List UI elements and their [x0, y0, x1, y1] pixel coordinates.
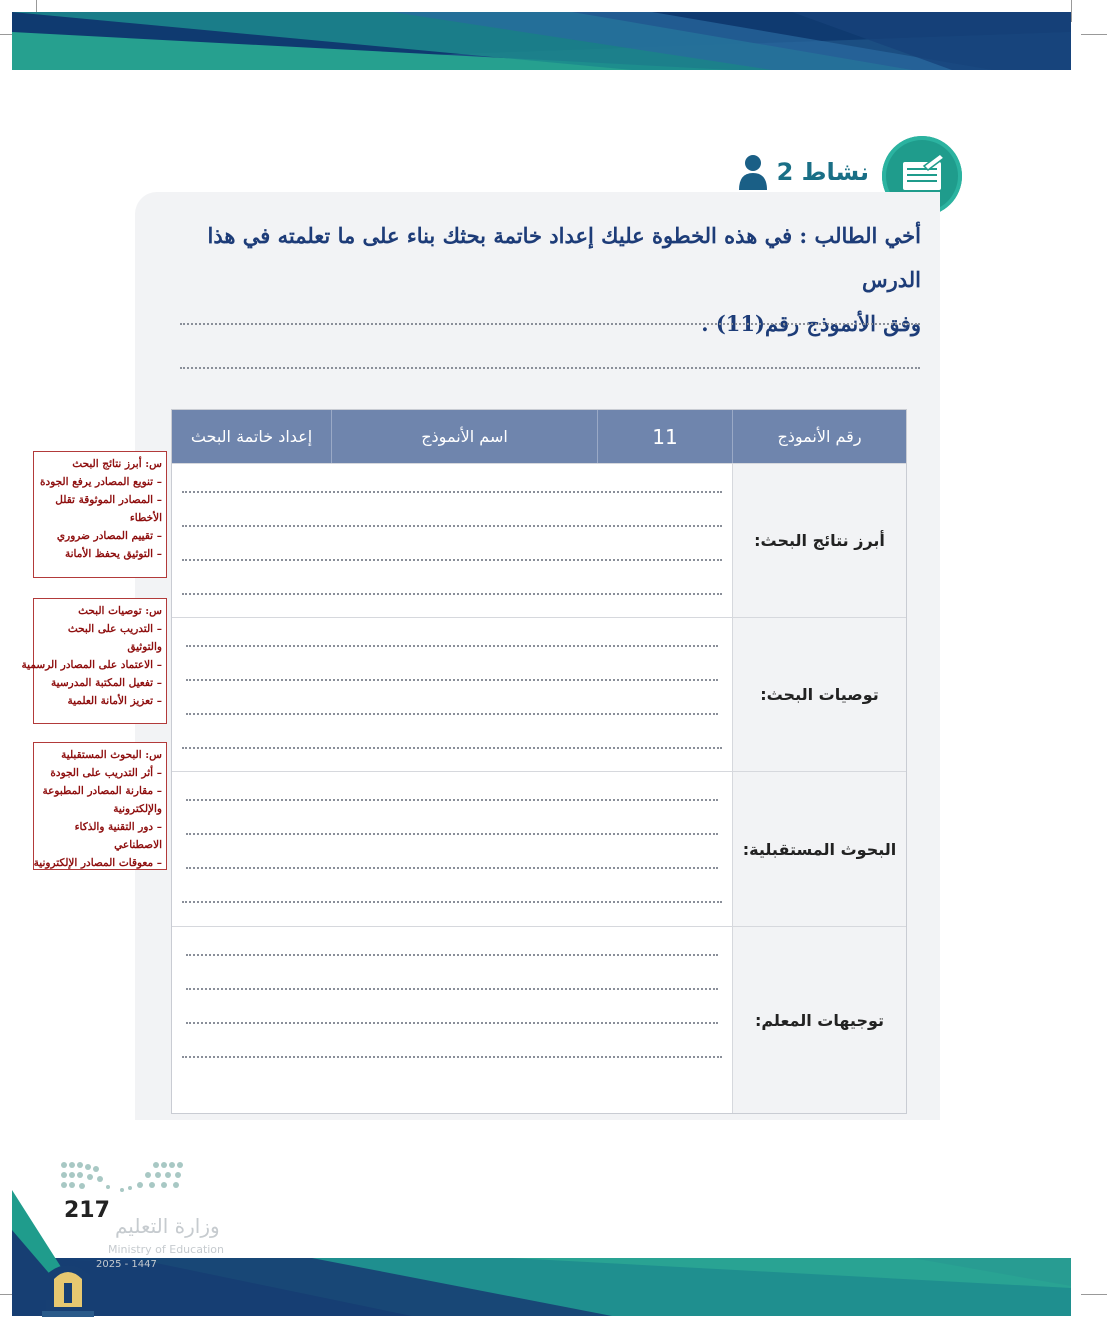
answer-cell-future-research[interactable] — [172, 771, 733, 926]
answer-line[interactable] — [180, 367, 920, 369]
note-line: – تفعيل المكتبة المدرسية — [51, 677, 162, 689]
table-header — [172, 410, 906, 463]
crop-mark — [1081, 34, 1107, 35]
ministry-name-ar: وزارة التعليم — [115, 1214, 220, 1238]
note-line: – التدريب على البحث — [67, 623, 162, 635]
footer-band — [12, 1258, 1071, 1316]
note-line: س: أبرز نتائج البحث — [72, 458, 162, 470]
note-line: والتوثيق — [127, 641, 162, 653]
answer-line — [186, 679, 718, 681]
note-future-research — [33, 742, 167, 870]
answer-line — [182, 747, 722, 749]
note-line: – التوثيق يحفظ الأمانة — [64, 548, 162, 560]
instructions-line-2: وفق الأنموذج رقم(11) . — [701, 311, 921, 336]
note-line: – تعزيز الأمانة العلمية — [67, 695, 162, 707]
note-line: – أثر التدريب على الجودة — [50, 767, 162, 779]
note-line: س: البحوث المستقبلية — [61, 749, 162, 761]
header-model-number-label: رقم الأنموذج — [777, 427, 862, 446]
ministry-name-en: Ministry of Education — [108, 1243, 225, 1256]
note-line: – دور التقنية والذكاء — [74, 821, 162, 833]
note-line: – تقييم المصادر ضروري — [56, 530, 162, 542]
emblem-logo — [40, 1255, 96, 1317]
answer-line — [186, 1022, 718, 1024]
answer-line — [182, 491, 722, 493]
answer-line — [186, 713, 718, 715]
note-line: س: توصيات البحث — [78, 605, 162, 617]
answer-line — [182, 901, 722, 903]
row-label-recommendations: توصيات البحث: — [733, 617, 906, 771]
answer-line — [186, 799, 718, 801]
note-results — [33, 451, 167, 578]
activity-title: نشاط 2 — [776, 158, 869, 186]
edition-year: 2025 - 1447 — [96, 1259, 157, 1270]
answer-line — [186, 833, 718, 835]
note-line: – معوقات المصادر الإلكترونية — [33, 857, 162, 869]
answer-line — [186, 645, 718, 647]
crop-mark — [1071, 0, 1072, 22]
header-model-name-value: إعداد خاتمة البحث — [172, 410, 332, 463]
answer-line — [182, 593, 722, 595]
header-model-number-value: 11 — [598, 410, 733, 463]
note-line: – الاعتماد على المصادر الرسمية — [21, 659, 162, 671]
answer-line[interactable] — [180, 323, 920, 325]
instructions-line-1: أخي الطالب : في هذه الخطوة عليك إعداد خاتمة بحثك بناء على ما تعلمته في هذا الدرس — [207, 223, 921, 292]
row-label-results: أبرز نتائج البحث: — [733, 463, 906, 617]
person-icon — [737, 154, 769, 190]
answer-cell-results[interactable] — [172, 463, 733, 617]
answer-line — [186, 954, 718, 956]
answer-cell-recommendations[interactable] — [172, 617, 733, 771]
note-recommendations — [21, 598, 167, 724]
note-line: – المصادر الموثوقة تقلل — [55, 494, 162, 506]
crop-mark — [1081, 1294, 1107, 1295]
answer-line — [182, 525, 722, 527]
ministry-dots-logo — [60, 1160, 190, 1200]
answer-line — [182, 1056, 722, 1058]
answer-line — [186, 988, 718, 990]
row-label-teacher-guidance: توجيهات المعلم: — [733, 926, 906, 1113]
model-table — [171, 409, 907, 1114]
answer-cell-teacher-guidance[interactable] — [172, 926, 733, 1113]
header-model-name-label: اسم الأنموذج — [332, 410, 598, 463]
answer-line — [182, 559, 722, 561]
note-line: – تنويع المصادر يرفع الجودة — [40, 476, 162, 488]
note-line: الأخطاء — [129, 512, 162, 524]
instructions — [161, 214, 921, 346]
note-line: الاصطناعي — [114, 839, 162, 851]
row-label-future-research: البحوث المستقبلية: — [733, 771, 906, 926]
answer-line — [186, 867, 718, 869]
note-line: – مقارنة المصادر المطبوعة — [42, 785, 162, 797]
note-line: والإلكترونية — [113, 803, 162, 815]
header-band — [12, 12, 1071, 70]
page-number: 217 — [64, 1198, 110, 1223]
